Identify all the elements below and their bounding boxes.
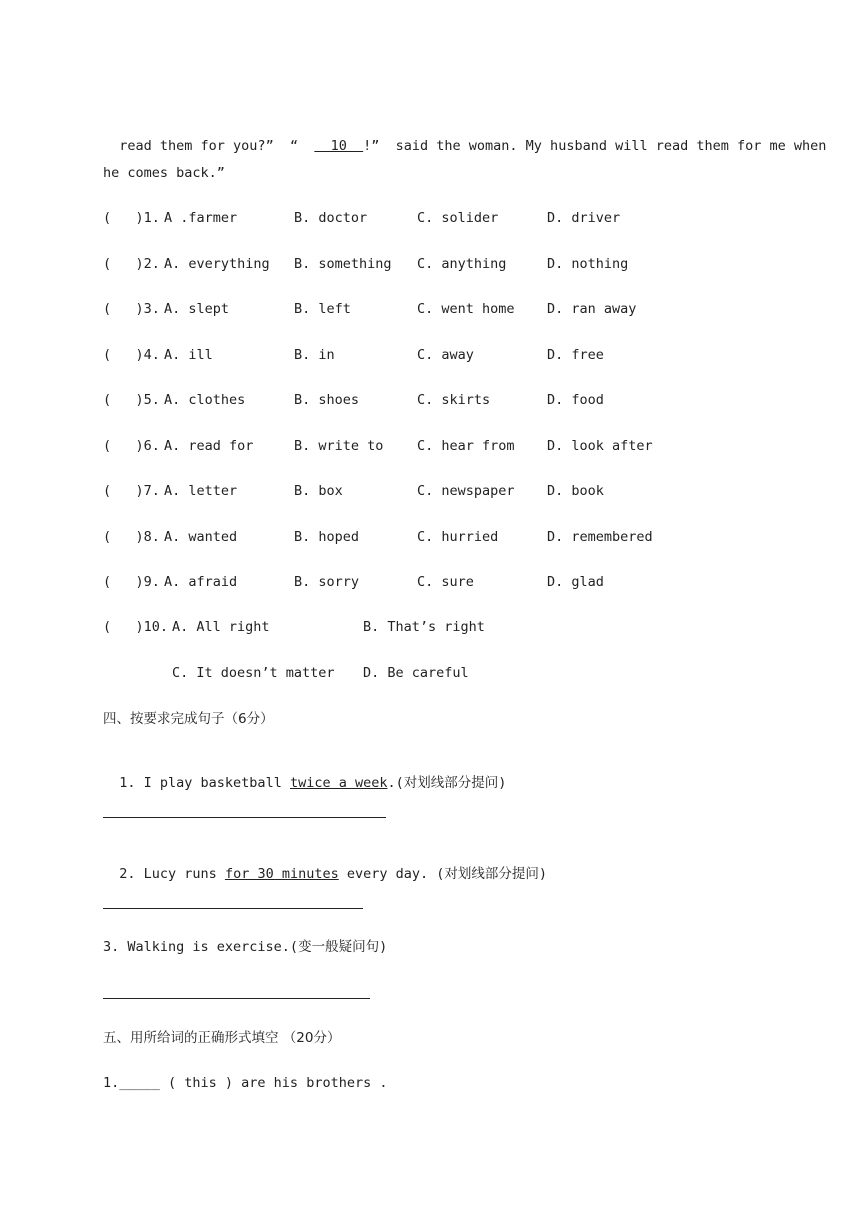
option-d: D. Be careful — [363, 665, 469, 681]
question-1 — [103, 210, 803, 228]
question-number: ( )8. — [103, 528, 160, 545]
option-a: A. wanted — [164, 528, 238, 545]
option-a: A. slept — [164, 301, 230, 317]
passage-line-1 — [103, 119, 826, 155]
option-b: B. hoped — [294, 528, 360, 545]
question-number: ( )7. — [103, 483, 160, 499]
option-d: D. remembered — [547, 528, 653, 545]
answer-line-3[interactable] — [103, 998, 370, 999]
question-number: ( )4. — [103, 346, 160, 363]
option-c: C. hear from — [417, 437, 515, 454]
question-10-cont — [103, 665, 803, 683]
section-5-q1: 1._____ ( this ) are his brothers . — [103, 1075, 388, 1091]
section-5-title: 五、用所给词的正确形式填空 （20分） — [103, 1030, 341, 1046]
question-6 — [103, 438, 803, 456]
option-b: B. shoes — [294, 392, 360, 408]
question-5 — [103, 392, 803, 410]
option-b: B. in — [294, 346, 335, 363]
passage-line-2: he comes back.” — [103, 165, 225, 181]
q1-underlined: twice a week — [289, 775, 388, 791]
option-d: D. glad — [547, 574, 604, 590]
option-c: C. went home — [417, 301, 515, 317]
answer-line-2[interactable] — [103, 908, 363, 909]
option-c: C. hurried — [417, 528, 499, 545]
question-9 — [103, 574, 803, 592]
section-4-title: 四、按要求完成句子（6分） — [103, 711, 274, 727]
option-a: A. afraid — [164, 574, 238, 590]
question-number: ( )6. — [103, 437, 160, 454]
passage-text: !” said the woman. My husband will read them for me when — [363, 138, 827, 154]
question-number: ( )10. — [103, 619, 169, 635]
question-4 — [103, 347, 803, 365]
q2-underlined: for 30 minutes — [224, 866, 339, 882]
question-number: ( )9. — [103, 574, 160, 590]
option-c: C. anything — [417, 255, 507, 272]
question-8 — [103, 529, 803, 547]
option-b: B. doctor — [294, 210, 368, 226]
option-c: C. It doesn’t matter — [172, 665, 335, 681]
option-a: A. All right — [172, 619, 270, 635]
option-d: D. nothing — [547, 255, 629, 272]
question-number: ( )5. — [103, 392, 160, 408]
option-a: A. ill — [164, 346, 213, 363]
q1-text: 1. I play basketball — [119, 775, 290, 791]
q1-instruction: .(对划线部分提问) — [387, 775, 507, 791]
passage-text: read them for you?” “ — [119, 138, 315, 154]
option-d: D. book — [547, 483, 604, 499]
option-b: B. That’s right — [363, 619, 485, 635]
option-b: B. left — [294, 301, 351, 317]
option-d: D. free — [547, 346, 604, 363]
option-a: A .farmer — [164, 210, 238, 226]
option-a: A. letter — [164, 483, 238, 499]
q2-instruction: every day. (对划线部分提问) — [338, 866, 548, 882]
option-c: C. skirts — [417, 392, 491, 408]
section-4-q1 — [103, 756, 506, 792]
blank-10: 10 — [314, 138, 364, 154]
section-4-q3: 3. Walking is exercise.(变一般疑问句) — [103, 939, 388, 955]
q2-text: 2. Lucy runs — [119, 866, 225, 882]
option-b: B. something — [294, 255, 392, 272]
option-a: A. clothes — [164, 392, 246, 408]
question-10 — [103, 619, 803, 637]
option-c: C. solider — [417, 210, 499, 226]
option-b: B. sorry — [294, 574, 360, 590]
option-b: B. box — [294, 483, 343, 499]
question-2 — [103, 256, 803, 274]
question-number: ( )3. — [103, 301, 160, 317]
question-number: ( )1. — [103, 210, 160, 226]
option-c: C. away — [417, 346, 474, 363]
option-b: B. write to — [294, 437, 384, 454]
answer-line-1[interactable] — [103, 817, 386, 818]
option-d: D. ran away — [547, 301, 637, 317]
option-d: D. food — [547, 392, 604, 408]
section-4-q2 — [103, 847, 547, 883]
option-a: A. read for — [164, 437, 254, 454]
question-number: ( )2. — [103, 255, 160, 272]
option-d: D. look after — [547, 437, 653, 454]
option-d: D. driver — [547, 210, 621, 226]
question-3 — [103, 301, 803, 319]
question-7 — [103, 483, 803, 501]
option-a: A. everything — [164, 255, 270, 272]
option-c: C. newspaper — [417, 483, 515, 499]
option-c: C. sure — [417, 574, 474, 590]
